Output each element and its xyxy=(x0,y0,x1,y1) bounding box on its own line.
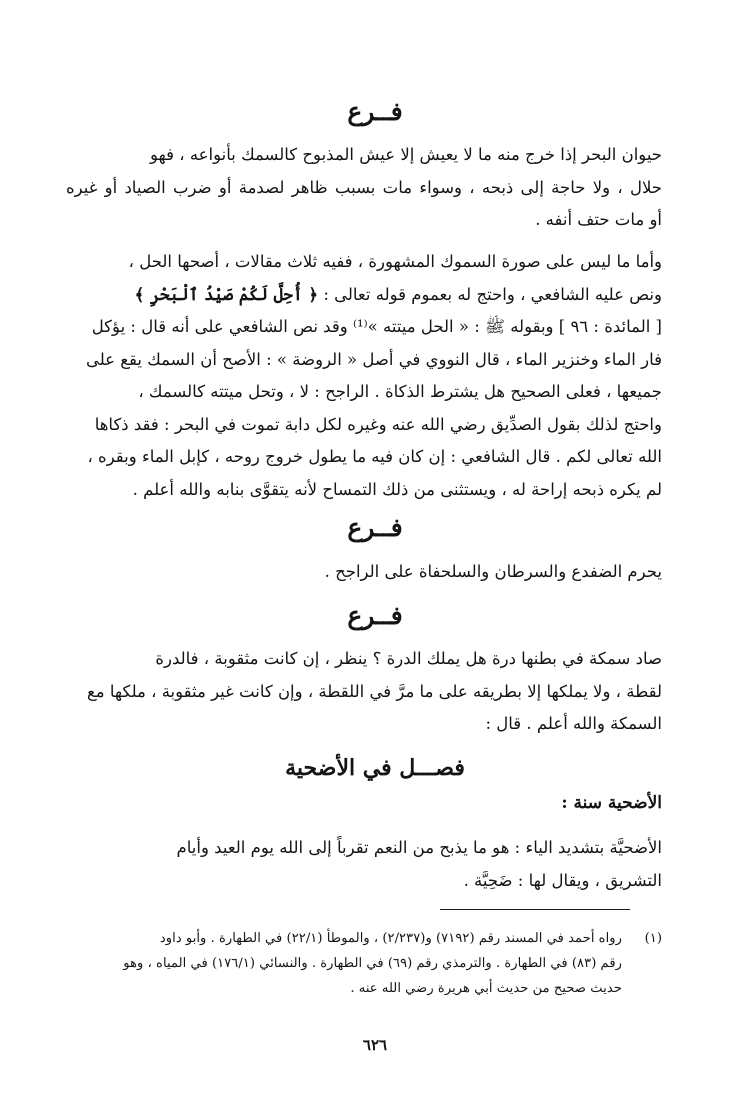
footnote-line xyxy=(62,976,662,1001)
footnote-line xyxy=(62,926,662,951)
text-line: التشريق ، ويقال لها : ضَحِيَّة . xyxy=(463,870,662,890)
text-line: السمكة والله أعلم . قال : xyxy=(485,714,662,733)
paragraph-prohibited-animals xyxy=(66,556,662,589)
text-line-with-quran xyxy=(66,279,662,312)
footnote-text: رقم (٨٣) في الطهارة . والترمذي رقم (٦٩) في الطهارة . والنسائي (١٧٦/١) في المياه ، وهو xyxy=(123,956,622,971)
text-line: حلال ، ولا حاجة إلى ذبحه ، وسواء مات بسبب ظاهر لصدمة أو ضرب الصياد أو غيره xyxy=(66,177,662,197)
text-line: واحتج لذلك بقول الصدِّيق رضي الله عنه وغيره لكل دابة تموت في البحر : فقد ذكاها xyxy=(94,414,662,434)
section-heading-far-1: فــرع xyxy=(347,97,403,126)
paragraph-unusual-fish xyxy=(66,246,662,506)
text-line: [ المائدة : ٩٦ ] وبقوله ﷺ : « الحل ميتته »⁽¹⁾ وقد نص الشافعي على أنه قال : يؤكل xyxy=(91,317,662,336)
section-heading-far-3: فــرع xyxy=(347,601,403,630)
paragraph-sea-animals xyxy=(66,139,662,237)
text-line: الله تعالى لكم . قال الشافعي : إن كان فيه ما يطول خروج روحه ، كإبل الماء وبقره ، xyxy=(87,447,662,466)
text-line: أو مات حتف أنفه . xyxy=(535,210,662,229)
subheading-udhiya-sunna: الأضحية سنة : xyxy=(561,793,662,813)
footnote-number: (١) xyxy=(644,931,662,946)
footnote xyxy=(62,926,662,1001)
text-segment: ونص عليه الشافعي ، واحتج له بعموم قوله تعالى : xyxy=(323,284,662,304)
chapter-heading-udhiya: فصـــل في الأضحية xyxy=(285,755,465,781)
footnote-separator xyxy=(440,909,630,910)
section-heading-far-2: فــرع xyxy=(347,513,403,542)
page-number: ٦٢٦ xyxy=(362,1036,388,1054)
footnote-text: حديث صحيح من حديث أبي هريرة رضي الله عنه . xyxy=(350,981,622,996)
text-line: يحرم الضفدع والسرطان والسلحفاة على الراجح . xyxy=(324,562,662,581)
text-line: صاد سمكة في بطنها درة هل يملك الدرة ؟ ينظر ، إن كانت مثقوبة ، فالدرة xyxy=(155,649,662,668)
text-line: لقطة ، ولا يملكها إلا بطريقه على ما مرَّ في اللقطة ، وإن كانت غير مثقوبة ، ملكها مع xyxy=(86,681,662,701)
text-line: وأما ما ليس على صورة السموك المشهورة ، ففيه ثلاث مقالات ، أصحها الحل ، xyxy=(128,252,662,271)
text-line: جميعها ، فعلى الصحيح هل يشترط الذكاة . الراجح : لا ، وتحل ميتته كالسمك ، xyxy=(138,382,662,401)
footnote-line xyxy=(62,951,662,976)
text-line: لم يكره ذبحه إراحة له ، ويستثنى من ذلك التمساح لأنه يتقوَّى بنابه والله أعلم . xyxy=(132,479,662,499)
quran-verse: ﴿ أُحِلَّ لَكُمْ صَيْدُ ٱلْبَحْرِ ﴾ xyxy=(134,284,319,304)
footnote-text: رواه أحمد في المسند رقم (٧١٩٢) و(٢/٢٣٧) ، والموطأ (٢٢/١) في الطهارة . وأبو داود xyxy=(159,931,622,946)
paragraph-pearl-in-fish xyxy=(66,643,662,741)
text-line: الأضحيَّة بتشديد الياء : هو ما يذبح من النعم تقرباً إلى الله يوم العيد وأيام xyxy=(176,838,662,857)
text-line: حيوان البحر إذا خرج منه ما لا يعيش إلا عيش المذبوح كالسمك بأنواعه ، فهو xyxy=(149,145,662,164)
paragraph-udhiya-definition xyxy=(66,832,662,897)
text-line: فار الماء وخنزير الماء ، قال النووي في أصل « الروضة » : الأصح أن السمك يقع على xyxy=(85,349,662,369)
